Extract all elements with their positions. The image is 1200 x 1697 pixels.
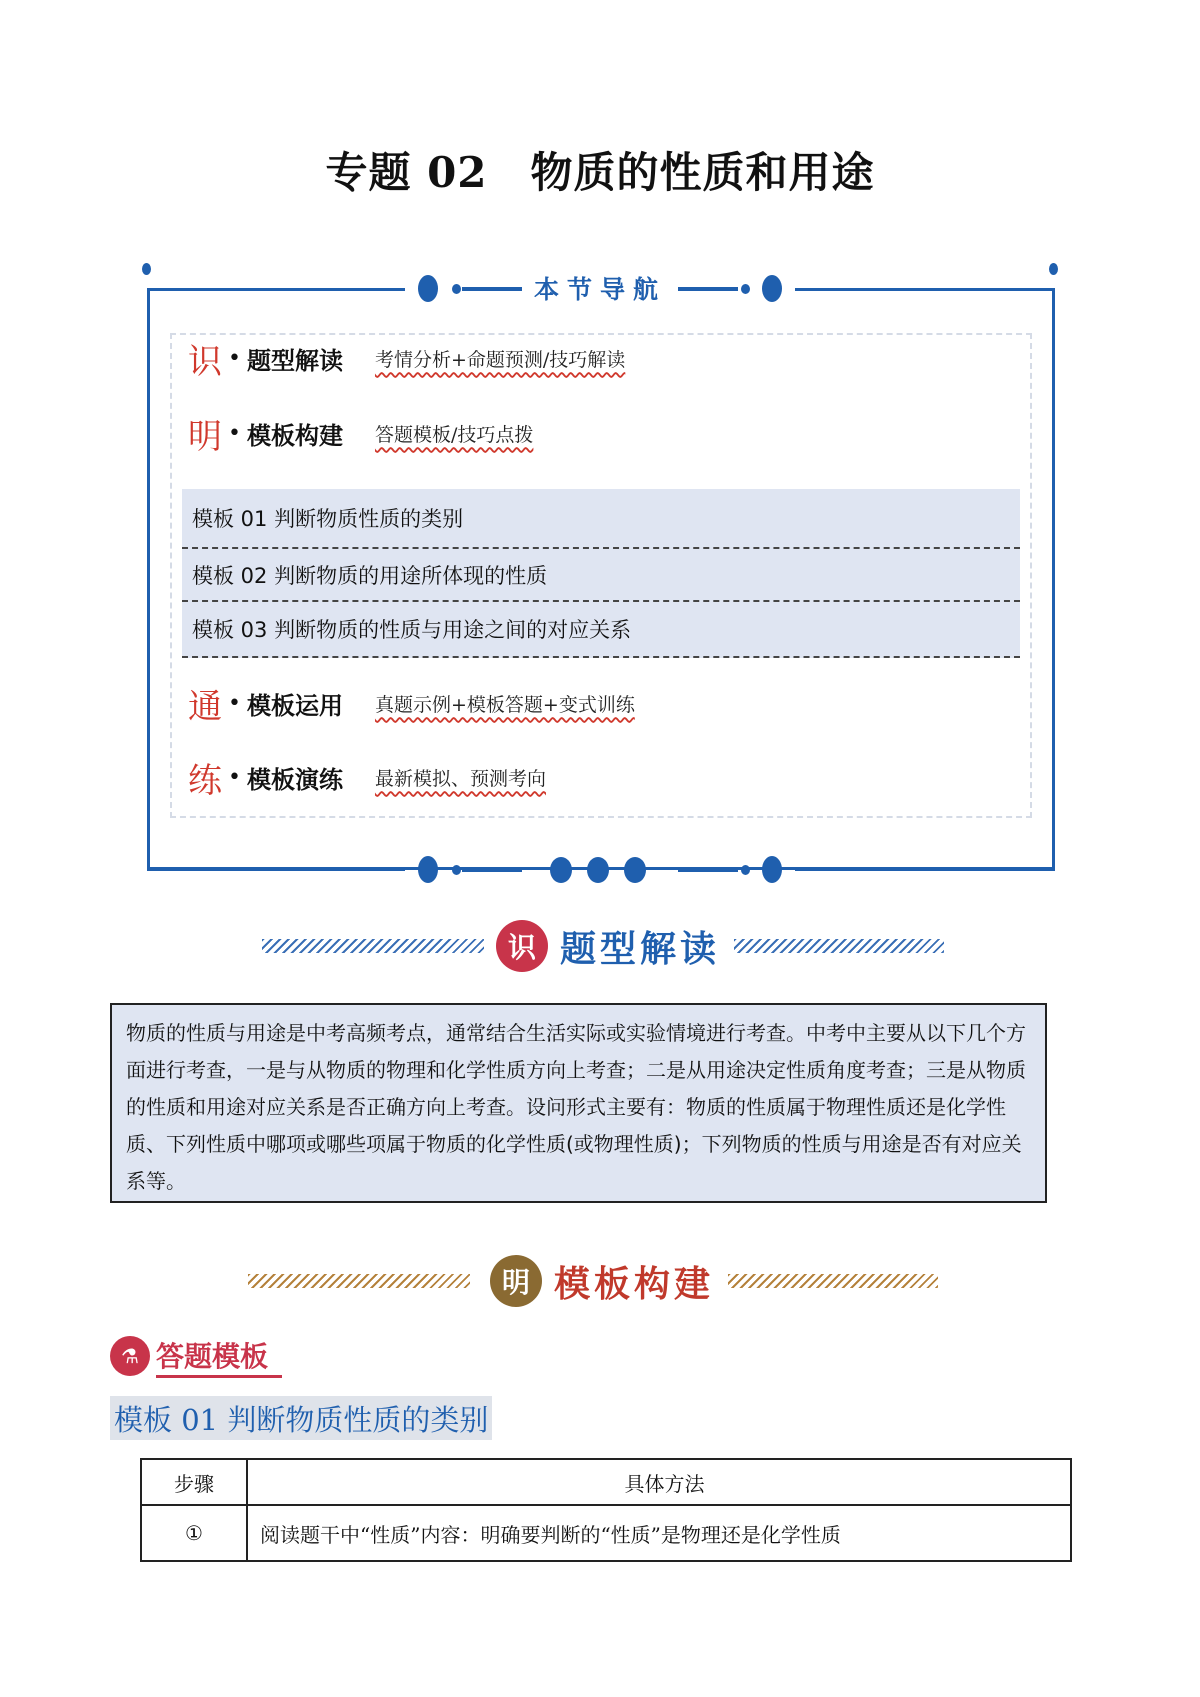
- nav-item-build[interactable]: [188, 411, 533, 455]
- nav-item-label: 模板运用: [246, 691, 343, 720]
- nav-item-label: 模板构建: [246, 421, 343, 450]
- nav-ornament-line: [678, 287, 738, 291]
- page-title: 专题 02 物质的性质和用途: [325, 148, 875, 197]
- template-01-heading: 模板 01 判断物质性质的类别: [110, 1396, 492, 1440]
- section-title: 模板构建: [554, 1262, 715, 1305]
- nav-frame-top-left: [147, 288, 405, 291]
- nav-item-desc: 答题模板/技巧点拨: [374, 423, 534, 446]
- nav-ornament-line: [462, 868, 522, 872]
- table-row: [141, 1505, 1071, 1561]
- nav-ornament-dot: [762, 856, 782, 883]
- section-heading-build: [248, 1250, 964, 1312]
- nav-bullet: •: [228, 764, 241, 790]
- nav-item-label: 模板演练: [246, 765, 343, 794]
- heading-hatch-right: [728, 1274, 938, 1288]
- intro-paragraph-box: [110, 1003, 1047, 1203]
- nav-item-char: 练: [188, 760, 222, 801]
- section-heading-identify: [262, 915, 944, 977]
- nav-ornament-dot: [452, 865, 461, 875]
- heading-hatch-left: [248, 1274, 470, 1288]
- table-header-method: 具体方法: [247, 1459, 1071, 1505]
- seal-icon: 明: [490, 1255, 542, 1307]
- nav-template-01[interactable]: 模板 01 判断物质性质的类别: [182, 489, 1020, 549]
- nav-item-identify[interactable]: [188, 336, 625, 380]
- nav-item-practice[interactable]: [188, 755, 546, 799]
- nav-ornament-dot: [418, 275, 438, 302]
- nav-ornament-line: [678, 868, 738, 872]
- nav-bullet: •: [228, 690, 241, 716]
- nav-item-char: 明: [188, 416, 222, 457]
- nav-item-char: 识: [188, 341, 222, 382]
- nav-frame-bottom-left: [147, 868, 405, 871]
- nav-frame-bottom-right: [795, 868, 1055, 871]
- nav-ornament-dot: [624, 857, 646, 883]
- nav-ornament-dot: [741, 865, 750, 875]
- nav-bullet: •: [228, 420, 241, 446]
- nav-title: 本节导航: [533, 275, 666, 304]
- nav-item-char: 通: [188, 686, 222, 727]
- answer-template-badge: [110, 1335, 282, 1377]
- nav-item-desc: 考情分析+命题预测/技巧解读: [374, 348, 626, 371]
- nav-ornament-line: [462, 287, 522, 291]
- nav-corner-dot-right: [1049, 263, 1058, 275]
- table-header-row: [141, 1459, 1071, 1505]
- table-cell-method: 阅读题干中“性质”内容：明确要判断的“性质”是物理还是化学性质: [247, 1505, 1071, 1561]
- nav-template-02[interactable]: 模板 02 判断物质的用途所体现的性质: [182, 549, 1020, 602]
- steps-table: [140, 1458, 1072, 1562]
- table-header-step: 步骤: [141, 1459, 247, 1505]
- seal-icon: 识: [496, 920, 548, 972]
- nav-ornament-dot: [741, 284, 750, 294]
- table-cell-step: ①: [141, 1505, 247, 1561]
- nav-frame-top-right: [795, 288, 1055, 291]
- nav-ornament-dot: [762, 275, 782, 302]
- nav-ornament-dot: [418, 856, 438, 883]
- nav-item-apply[interactable]: [188, 681, 635, 725]
- nav-template-03[interactable]: 模板 03 判断物质的性质与用途之间的对应关系: [182, 602, 1020, 658]
- heading-hatch-right: [734, 939, 944, 953]
- flask-icon: ⚗: [110, 1336, 150, 1376]
- section-title: 题型解读: [560, 927, 721, 970]
- nav-corner-dot-left: [142, 263, 151, 275]
- nav-ornament-dot: [550, 857, 572, 883]
- nav-item-desc: 真题示例+模板答题+变式训练: [374, 693, 635, 716]
- nav-item-desc: 最新模拟、预测考向: [374, 767, 546, 790]
- heading-hatch-left: [262, 939, 484, 953]
- intro-text: 物质的性质与用途是中考高频考点，通常结合生活实际或实验情境进行考查。中考中主要从以下几个方面进行考查，一是与从物质的物理和化学性质方向上考查；二是从用途决定性质角度考查；三是从物质的性质和用途对应关系是否正确方向上考查。设问形式主要有：物质的性质属于物理性质还是化学性质、下列性质中哪项或哪些项属于物质的化学性质(或物理性质)；下列物质的性质与用途是否有对应关系等。: [126, 1021, 1026, 1193]
- nav-ornament-dot: [452, 284, 461, 294]
- nav-item-label: 题型解读: [246, 346, 343, 375]
- nav-bullet: •: [228, 345, 241, 371]
- badge-label: 答题模板: [156, 1335, 282, 1378]
- nav-ornament-dot: [587, 857, 609, 883]
